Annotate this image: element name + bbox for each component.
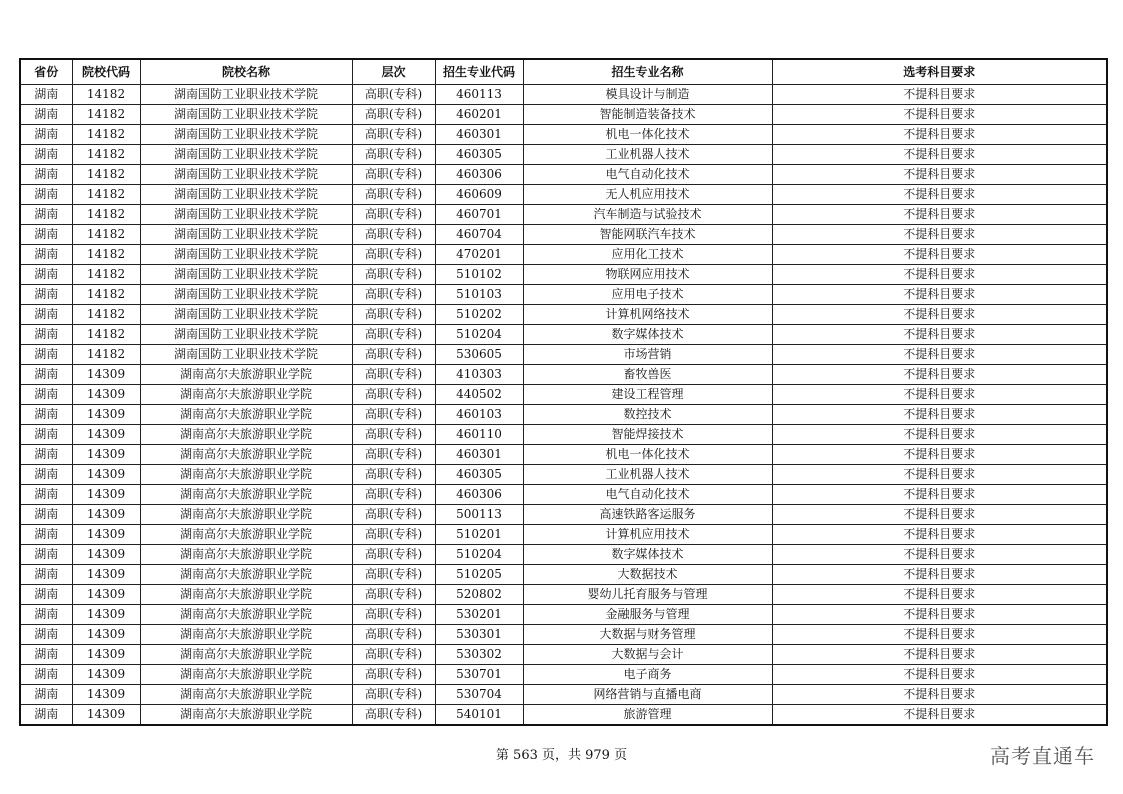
page-number: 第 563 页，共 979 页	[495, 748, 628, 763]
cell-major-name: 旅游管理	[523, 705, 772, 726]
cell-subject-requirement: 不提科目要求	[772, 385, 1107, 405]
cell-school-name: 湖南高尔夫旅游职业学院	[140, 365, 352, 385]
cell-major-name: 应用电子技术	[523, 285, 772, 305]
cell-subject-requirement: 不提科目要求	[772, 245, 1107, 265]
cell-province: 湖南	[20, 245, 72, 265]
cell-subject-requirement: 不提科目要求	[772, 85, 1107, 105]
cell-major-code: 460306	[435, 485, 523, 505]
cell-subject-requirement: 不提科目要求	[772, 185, 1107, 205]
cell-province: 湖南	[20, 505, 72, 525]
cell-major-name: 计算机应用技术	[523, 525, 772, 545]
cell-major-code: 460609	[435, 185, 523, 205]
table-row	[20, 325, 1107, 345]
header-province: 省份	[20, 59, 72, 85]
cell-subject-requirement: 不提科目要求	[772, 665, 1107, 685]
cell-major-name: 电子商务	[523, 665, 772, 685]
cell-school-code: 14182	[72, 205, 140, 225]
cell-major-code: 510204	[435, 545, 523, 565]
cell-major-code: 460305	[435, 465, 523, 485]
cell-subject-requirement: 不提科目要求	[772, 365, 1107, 385]
cell-level: 高职(专科)	[352, 385, 435, 405]
cell-province: 湖南	[20, 625, 72, 645]
cell-school-name: 湖南高尔夫旅游职业学院	[140, 425, 352, 445]
cell-province: 湖南	[20, 85, 72, 105]
cell-major-code: 530605	[435, 345, 523, 365]
cell-level: 高职(专科)	[352, 125, 435, 145]
cell-school-name: 湖南高尔夫旅游职业学院	[140, 525, 352, 545]
cell-school-name: 湖南高尔夫旅游职业学院	[140, 405, 352, 425]
header-major-code: 招生专业代码	[435, 59, 523, 85]
cell-province: 湖南	[20, 205, 72, 225]
cell-subject-requirement: 不提科目要求	[772, 505, 1107, 525]
cell-school-code: 14309	[72, 665, 140, 685]
cell-level: 高职(专科)	[352, 265, 435, 285]
cell-school-code: 14182	[72, 145, 140, 165]
cell-subject-requirement: 不提科目要求	[772, 225, 1107, 245]
cell-school-code: 14182	[72, 305, 140, 325]
cell-major-code: 460103	[435, 405, 523, 425]
cell-school-name: 湖南国防工业职业技术学院	[140, 105, 352, 125]
cell-major-name: 物联网应用技术	[523, 265, 772, 285]
cell-level: 高职(专科)	[352, 205, 435, 225]
cell-subject-requirement: 不提科目要求	[772, 265, 1107, 285]
cell-school-code: 14182	[72, 325, 140, 345]
cell-school-code: 14182	[72, 105, 140, 125]
cell-major-code: 460704	[435, 225, 523, 245]
table-row	[20, 265, 1107, 285]
cell-major-name: 市场营销	[523, 345, 772, 365]
cell-province: 湖南	[20, 405, 72, 425]
cell-level: 高职(专科)	[352, 485, 435, 505]
cell-school-code: 14182	[72, 245, 140, 265]
cell-major-name: 工业机器人技术	[523, 145, 772, 165]
cell-subject-requirement: 不提科目要求	[772, 585, 1107, 605]
cell-school-name: 湖南国防工业职业技术学院	[140, 185, 352, 205]
cell-level: 高职(专科)	[352, 525, 435, 545]
cell-subject-requirement: 不提科目要求	[772, 105, 1107, 125]
table-row	[20, 285, 1107, 305]
cell-level: 高职(专科)	[352, 185, 435, 205]
cell-major-code: 510202	[435, 305, 523, 325]
cell-school-name: 湖南高尔夫旅游职业学院	[140, 445, 352, 465]
cell-major-name: 计算机网络技术	[523, 305, 772, 325]
cell-major-code: 530701	[435, 665, 523, 685]
table-row	[20, 85, 1107, 105]
cell-major-code: 530301	[435, 625, 523, 645]
cell-subject-requirement: 不提科目要求	[772, 645, 1107, 665]
table-row	[20, 305, 1107, 325]
cell-province: 湖南	[20, 425, 72, 445]
cell-major-code: 460201	[435, 105, 523, 125]
table-row	[20, 365, 1107, 385]
cell-subject-requirement: 不提科目要求	[772, 565, 1107, 585]
watermark-logo-text: 高考直通车	[990, 744, 1095, 768]
table-row	[20, 225, 1107, 245]
table-row	[20, 425, 1107, 445]
cell-major-name: 网络营销与直播电商	[523, 685, 772, 705]
cell-major-name: 建设工程管理	[523, 385, 772, 405]
cell-school-code: 14309	[72, 485, 140, 505]
cell-major-name: 数字媒体技术	[523, 545, 772, 565]
cell-major-name: 畜牧兽医	[523, 365, 772, 385]
table-row	[20, 625, 1107, 645]
cell-major-code: 540101	[435, 705, 523, 726]
table-row	[20, 565, 1107, 585]
cell-school-code: 14309	[72, 525, 140, 545]
cell-school-name: 湖南高尔夫旅游职业学院	[140, 705, 352, 726]
cell-province: 湖南	[20, 225, 72, 245]
cell-level: 高职(专科)	[352, 705, 435, 726]
cell-major-name: 电气自动化技术	[523, 165, 772, 185]
cell-school-name: 湖南高尔夫旅游职业学院	[140, 485, 352, 505]
cell-province: 湖南	[20, 265, 72, 285]
cell-province: 湖南	[20, 465, 72, 485]
table-row	[20, 405, 1107, 425]
table-row	[20, 465, 1107, 485]
cell-school-code: 14309	[72, 425, 140, 445]
cell-school-code: 14182	[72, 285, 140, 305]
cell-school-code: 14309	[72, 565, 140, 585]
cell-school-name: 湖南国防工业职业技术学院	[140, 285, 352, 305]
cell-major-name: 大数据与财务管理	[523, 625, 772, 645]
cell-major-code: 410303	[435, 365, 523, 385]
header-school-name: 院校名称	[140, 59, 352, 85]
cell-school-name: 湖南国防工业职业技术学院	[140, 205, 352, 225]
cell-school-code: 14309	[72, 365, 140, 385]
cell-subject-requirement: 不提科目要求	[772, 425, 1107, 445]
header-level: 层次	[352, 59, 435, 85]
table-row	[20, 605, 1107, 625]
cell-level: 高职(专科)	[352, 425, 435, 445]
cell-school-code: 14182	[72, 165, 140, 185]
cell-major-name: 数控技术	[523, 405, 772, 425]
cell-subject-requirement: 不提科目要求	[772, 685, 1107, 705]
cell-major-code: 460110	[435, 425, 523, 445]
cell-major-name: 高速铁路客运服务	[523, 505, 772, 525]
table-row	[20, 385, 1107, 405]
cell-school-code: 14309	[72, 685, 140, 705]
cell-subject-requirement: 不提科目要求	[772, 125, 1107, 145]
cell-school-name: 湖南国防工业职业技术学院	[140, 305, 352, 325]
table-row	[20, 345, 1107, 365]
cell-major-code: 460113	[435, 85, 523, 105]
cell-subject-requirement: 不提科目要求	[772, 145, 1107, 165]
cell-major-name: 智能网联汽车技术	[523, 225, 772, 245]
cell-level: 高职(专科)	[352, 105, 435, 125]
cell-subject-requirement: 不提科目要求	[772, 705, 1107, 726]
table-row	[20, 105, 1107, 125]
table-row	[20, 685, 1107, 705]
cell-major-name: 大数据技术	[523, 565, 772, 585]
cell-subject-requirement: 不提科目要求	[772, 165, 1107, 185]
cell-major-code: 510204	[435, 325, 523, 345]
cell-level: 高职(专科)	[352, 145, 435, 165]
cell-province: 湖南	[20, 565, 72, 585]
cell-school-name: 湖南国防工业职业技术学院	[140, 345, 352, 365]
cell-school-name: 湖南高尔夫旅游职业学院	[140, 585, 352, 605]
table-row	[20, 445, 1107, 465]
cell-level: 高职(专科)	[352, 305, 435, 325]
header-subject-requirement: 选考科目要求	[772, 59, 1107, 85]
cell-province: 湖南	[20, 165, 72, 185]
cell-school-code: 14182	[72, 345, 140, 365]
cell-subject-requirement: 不提科目要求	[772, 605, 1107, 625]
cell-major-code: 460301	[435, 125, 523, 145]
cell-level: 高职(专科)	[352, 625, 435, 645]
cell-school-code: 14309	[72, 625, 140, 645]
cell-province: 湖南	[20, 545, 72, 565]
cell-major-code: 460701	[435, 205, 523, 225]
cell-school-name: 湖南高尔夫旅游职业学院	[140, 645, 352, 665]
cell-level: 高职(专科)	[352, 85, 435, 105]
cell-school-name: 湖南国防工业职业技术学院	[140, 125, 352, 145]
cell-province: 湖南	[20, 365, 72, 385]
table-row	[20, 125, 1107, 145]
table-row	[20, 485, 1107, 505]
cell-province: 湖南	[20, 645, 72, 665]
cell-school-code: 14309	[72, 705, 140, 726]
cell-major-name: 模具设计与制造	[523, 85, 772, 105]
cell-level: 高职(专科)	[352, 165, 435, 185]
cell-major-code: 510201	[435, 525, 523, 545]
cell-school-name: 湖南高尔夫旅游职业学院	[140, 605, 352, 625]
cell-province: 湖南	[20, 605, 72, 625]
cell-province: 湖南	[20, 345, 72, 365]
cell-province: 湖南	[20, 385, 72, 405]
table-row	[20, 165, 1107, 185]
cell-major-code: 440502	[435, 385, 523, 405]
cell-level: 高职(专科)	[352, 345, 435, 365]
cell-subject-requirement: 不提科目要求	[772, 625, 1107, 645]
table-header-row	[20, 59, 1107, 85]
cell-province: 湖南	[20, 705, 72, 726]
cell-school-code: 14309	[72, 605, 140, 625]
cell-level: 高职(专科)	[352, 585, 435, 605]
cell-level: 高职(专科)	[352, 545, 435, 565]
cell-level: 高职(专科)	[352, 565, 435, 585]
cell-province: 湖南	[20, 685, 72, 705]
cell-school-name: 湖南国防工业职业技术学院	[140, 145, 352, 165]
cell-level: 高职(专科)	[352, 325, 435, 345]
cell-school-name: 湖南国防工业职业技术学院	[140, 85, 352, 105]
cell-major-code: 500113	[435, 505, 523, 525]
cell-subject-requirement: 不提科目要求	[772, 285, 1107, 305]
table-row	[20, 145, 1107, 165]
cell-subject-requirement: 不提科目要求	[772, 405, 1107, 425]
cell-school-name: 湖南国防工业职业技术学院	[140, 265, 352, 285]
cell-province: 湖南	[20, 105, 72, 125]
admission-table	[19, 58, 1108, 726]
header-major-name: 招生专业名称	[523, 59, 772, 85]
cell-level: 高职(专科)	[352, 405, 435, 425]
cell-subject-requirement: 不提科目要求	[772, 345, 1107, 365]
cell-school-code: 14309	[72, 585, 140, 605]
cell-major-name: 工业机器人技术	[523, 465, 772, 485]
cell-school-code: 14309	[72, 545, 140, 565]
cell-school-code: 14182	[72, 185, 140, 205]
cell-major-code: 520802	[435, 585, 523, 605]
cell-school-name: 湖南国防工业职业技术学院	[140, 245, 352, 265]
cell-major-code: 530201	[435, 605, 523, 625]
cell-school-code: 14309	[72, 385, 140, 405]
cell-subject-requirement: 不提科目要求	[772, 485, 1107, 505]
cell-province: 湖南	[20, 125, 72, 145]
cell-school-name: 湖南国防工业职业技术学院	[140, 225, 352, 245]
cell-subject-requirement: 不提科目要求	[772, 205, 1107, 225]
cell-subject-requirement: 不提科目要求	[772, 325, 1107, 345]
cell-major-code: 510205	[435, 565, 523, 585]
cell-school-code: 14309	[72, 505, 140, 525]
cell-province: 湖南	[20, 185, 72, 205]
cell-major-name: 大数据与会计	[523, 645, 772, 665]
cell-province: 湖南	[20, 285, 72, 305]
cell-major-name: 婴幼儿托育服务与管理	[523, 585, 772, 605]
table-row	[20, 665, 1107, 685]
cell-school-name: 湖南高尔夫旅游职业学院	[140, 665, 352, 685]
cell-province: 湖南	[20, 325, 72, 345]
table-row	[20, 205, 1107, 225]
cell-major-name: 金融服务与管理	[523, 605, 772, 625]
cell-province: 湖南	[20, 525, 72, 545]
cell-level: 高职(专科)	[352, 285, 435, 305]
table-row	[20, 645, 1107, 665]
cell-major-name: 机电一体化技术	[523, 125, 772, 145]
cell-major-name: 机电一体化技术	[523, 445, 772, 465]
cell-subject-requirement: 不提科目要求	[772, 465, 1107, 485]
cell-level: 高职(专科)	[352, 605, 435, 625]
cell-major-code: 460301	[435, 445, 523, 465]
cell-major-name: 数字媒体技术	[523, 325, 772, 345]
cell-school-code: 14309	[72, 445, 140, 465]
cell-subject-requirement: 不提科目要求	[772, 305, 1107, 325]
table-row	[20, 245, 1107, 265]
cell-major-code: 530704	[435, 685, 523, 705]
cell-school-name: 湖南国防工业职业技术学院	[140, 165, 352, 185]
cell-school-name: 湖南国防工业职业技术学院	[140, 325, 352, 345]
cell-level: 高职(专科)	[352, 685, 435, 705]
cell-subject-requirement: 不提科目要求	[772, 445, 1107, 465]
cell-level: 高职(专科)	[352, 665, 435, 685]
cell-major-code: 470201	[435, 245, 523, 265]
cell-major-code: 460306	[435, 165, 523, 185]
cell-level: 高职(专科)	[352, 445, 435, 465]
table-row	[20, 185, 1107, 205]
cell-major-name: 智能制造装备技术	[523, 105, 772, 125]
cell-school-code: 14182	[72, 265, 140, 285]
cell-major-name: 汽车制造与试验技术	[523, 205, 772, 225]
cell-level: 高职(专科)	[352, 245, 435, 265]
cell-level: 高职(专科)	[352, 225, 435, 245]
cell-level: 高职(专科)	[352, 645, 435, 665]
header-school-code: 院校代码	[72, 59, 140, 85]
cell-major-code: 510102	[435, 265, 523, 285]
cell-major-name: 应用化工技术	[523, 245, 772, 265]
cell-school-name: 湖南高尔夫旅游职业学院	[140, 625, 352, 645]
table-row	[20, 705, 1107, 726]
cell-province: 湖南	[20, 305, 72, 325]
table-row	[20, 525, 1107, 545]
cell-school-name: 湖南高尔夫旅游职业学院	[140, 685, 352, 705]
cell-school-code: 14309	[72, 405, 140, 425]
cell-level: 高职(专科)	[352, 465, 435, 485]
cell-province: 湖南	[20, 485, 72, 505]
cell-school-name: 湖南高尔夫旅游职业学院	[140, 565, 352, 585]
cell-province: 湖南	[20, 585, 72, 605]
cell-level: 高职(专科)	[352, 365, 435, 385]
cell-school-code: 14309	[72, 645, 140, 665]
cell-subject-requirement: 不提科目要求	[772, 545, 1107, 565]
cell-school-code: 14182	[72, 225, 140, 245]
cell-level: 高职(专科)	[352, 505, 435, 525]
cell-major-code: 510103	[435, 285, 523, 305]
cell-school-code: 14182	[72, 85, 140, 105]
cell-school-name: 湖南高尔夫旅游职业学院	[140, 545, 352, 565]
table-row	[20, 545, 1107, 565]
cell-school-name: 湖南高尔夫旅游职业学院	[140, 465, 352, 485]
cell-major-name: 电气自动化技术	[523, 485, 772, 505]
cell-subject-requirement: 不提科目要求	[772, 525, 1107, 545]
cell-major-name: 无人机应用技术	[523, 185, 772, 205]
cell-school-code: 14182	[72, 125, 140, 145]
cell-province: 湖南	[20, 665, 72, 685]
table-body	[20, 85, 1107, 726]
cell-province: 湖南	[20, 145, 72, 165]
cell-province: 湖南	[20, 445, 72, 465]
table-row	[20, 505, 1107, 525]
cell-major-name: 智能焊接技术	[523, 425, 772, 445]
cell-school-name: 湖南高尔夫旅游职业学院	[140, 505, 352, 525]
cell-school-name: 湖南高尔夫旅游职业学院	[140, 385, 352, 405]
cell-major-code: 530302	[435, 645, 523, 665]
cell-school-code: 14309	[72, 465, 140, 485]
table-row	[20, 585, 1107, 605]
cell-major-code: 460305	[435, 145, 523, 165]
